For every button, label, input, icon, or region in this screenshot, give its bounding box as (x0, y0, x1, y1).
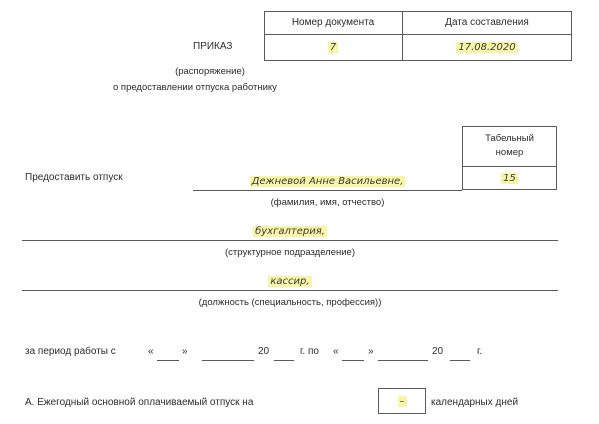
to-quote-close: » (368, 346, 374, 357)
position-line (22, 290, 558, 291)
position-value: кассир, (270, 276, 310, 287)
employee-name-line (193, 190, 462, 191)
doc-date-header: Дата составления (445, 17, 529, 28)
tab-number-cell (462, 166, 557, 190)
doc-date-value: 17.08.2020 (458, 42, 516, 53)
annual-leave-label: А. Ежегодный основной оплачиваемый отпуск на (25, 397, 254, 408)
employee-name-caption: (фамилия, имя, отчество) (270, 197, 385, 208)
doc-number-cell (264, 34, 402, 61)
to-quote-open: « (333, 346, 339, 357)
from-quote-close: » (182, 346, 188, 357)
order-about: о предоставлении отпуска работнику (113, 82, 277, 93)
tab-number-header-line1: Табельный (485, 133, 534, 144)
tab-number-header-line2: номер (495, 147, 524, 158)
leave-days-value: – (399, 395, 405, 407)
calendar-days-label: календарных дней (431, 397, 519, 408)
position-caption: (должность (специальность, профессия)) (198, 297, 382, 308)
tab-number-header (462, 132, 557, 160)
department-caption: (структурное подразделение) (225, 247, 355, 258)
doc-number-value: 7 (329, 42, 337, 53)
to-month-line (378, 360, 428, 361)
period-label: за период работы с (25, 346, 116, 357)
to-year-prefix: 20 (432, 346, 444, 357)
from-month-line (202, 360, 254, 361)
position-field (22, 271, 558, 289)
leave-days-cell (378, 388, 426, 414)
from-quote-open: « (148, 346, 154, 357)
from-year-prefix: 20 (258, 346, 270, 357)
doc-date-cell (402, 34, 572, 61)
department-value: бухгалтерия, (255, 226, 325, 237)
doc-number-header: Номер документа (291, 17, 375, 28)
to-day-line (342, 360, 364, 361)
to-year-suffix: г. (477, 346, 483, 357)
order-subtitle: (распоряжение) (175, 66, 245, 77)
to-year-line (450, 360, 470, 361)
grant-leave-label: Предоставить отпуск (25, 172, 123, 183)
department-line (22, 240, 558, 241)
from-day-line (157, 360, 179, 361)
employee-name-value: Дежневой Анне Васильевне, (251, 176, 404, 187)
order-title: ПРИКАЗ (193, 41, 233, 52)
department-field (22, 221, 558, 239)
from-year-suffix: г. по (300, 346, 319, 357)
tab-number-value: 15 (503, 172, 516, 184)
from-year-line (274, 360, 294, 361)
employee-name-field (193, 171, 462, 189)
